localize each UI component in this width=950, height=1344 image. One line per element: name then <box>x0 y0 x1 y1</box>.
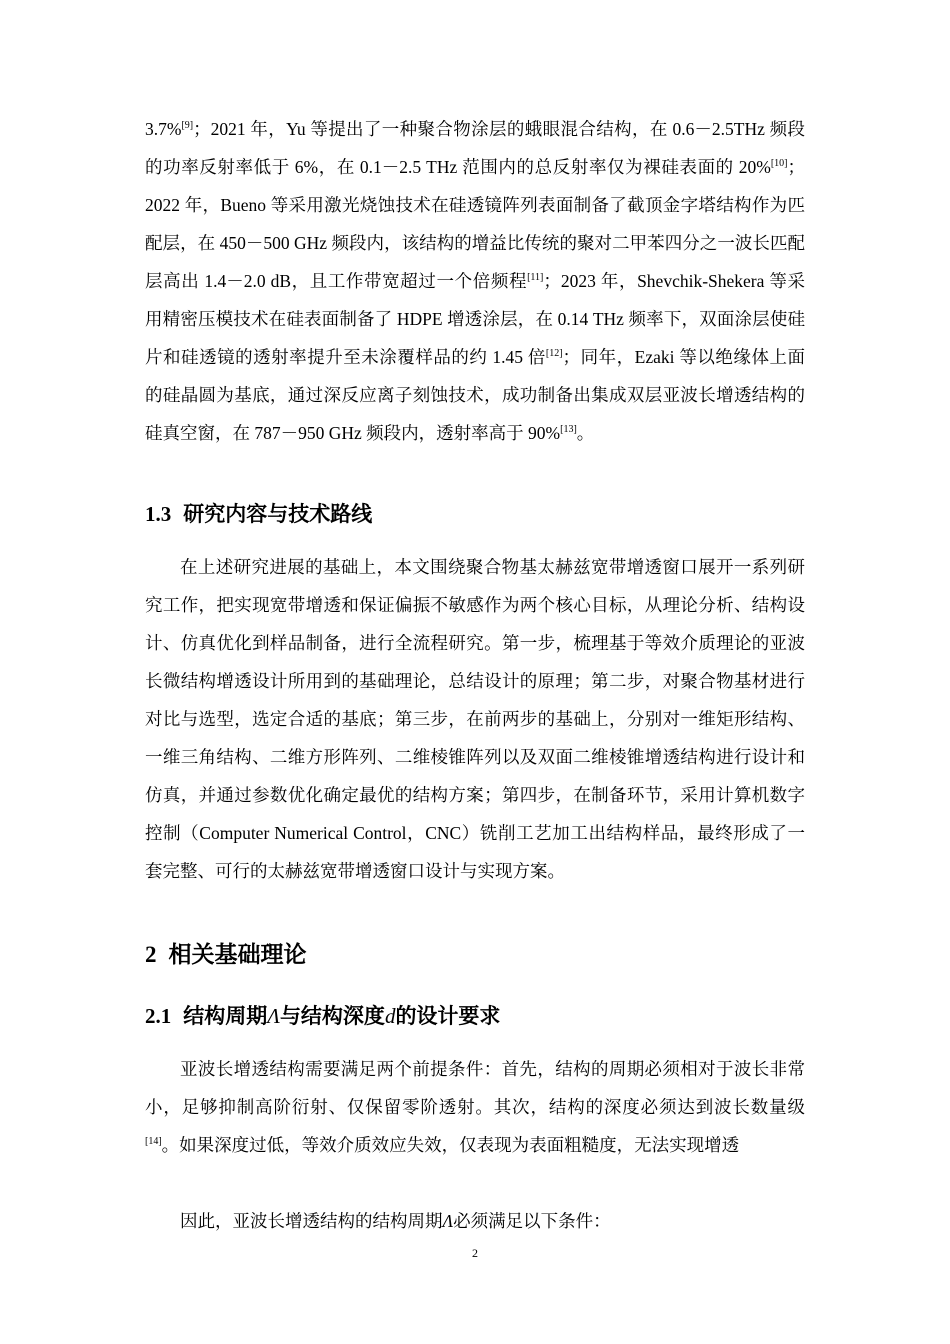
section-title-part: 与结构深度 <box>279 1004 385 1028</box>
chapter-title: 相关基础理论 <box>168 942 307 967</box>
text-run: ；2021 年，Yu 等提出了一种聚合物涂层的蛾眼混合结构，在 0.6－2.5THz 频段的功率反射率低于 6%，在 0.1－2.5 THz 范围内的总反射率仅为裸硅表面的 20% <box>145 119 805 177</box>
symbol-depth: d <box>384 1004 396 1028</box>
section-heading-1-3 <box>145 498 372 528</box>
section-heading-2-1 <box>145 1000 500 1030</box>
citation-ref[interactable]: [9] <box>181 120 194 131</box>
section-number: 1.3 <box>145 502 172 526</box>
chapter-heading-2 <box>145 936 307 969</box>
citation-ref[interactable]: [13] <box>560 424 577 435</box>
citation-ref[interactable]: [10] <box>770 158 788 169</box>
paragraph-research-content: 在上述研究进展的基础上，本文围绕聚合物基太赫兹宽带增透窗口展开一系列研究工作，把实现宽带增透和保证偏振不敏感作为两个核心目标，从理论分析、结构设计、仿真优化到样品制备，进行全流程研究。第一步，梳理基于等效介质理论的亚波长微结构增透设计所用到的基础理论，总结设计的原理；第二步，对聚合物基材进行对比与选型，选定合适的基底；第三步，在前两步的基础上，分别对一维矩形结构、一维三角结构、二维方形阵列、二维棱锥阵列以及双面二维棱锥增透结构进行设计和仿真，并通过参数优化确定最优的结构方案；第四步，在制备环节，采用计算机数字控制（Computer Numerical Control，CNC）铣削工艺加工出结构样品，最终形成了一套完整、可行的太赫兹宽带增透窗口设计与实现方案。 <box>145 557 805 881</box>
page-number: 2 <box>472 1246 478 1260</box>
text-run: 3.7% <box>145 119 182 139</box>
paragraph-literature-review <box>145 110 805 452</box>
citation-ref[interactable]: [14] <box>145 1136 162 1147</box>
text-run: 必须满足以下条件： <box>453 1211 611 1231</box>
symbol-period: Λ <box>267 1004 280 1028</box>
section-number: 2.1 <box>145 1004 172 1028</box>
text-run: 因此，亚波长增透结构的结构周期 <box>180 1211 443 1231</box>
paragraph-preconditions <box>145 1050 805 1164</box>
text-run: ；同年，Ezaki 等以绝缘体上面的硅晶圆为基底，通过深反应离子刻蚀技术，成功制备出集成双层亚波长增透结构的硅真空窗，在 787－950 GHz 频段内，透射率高于 90% <box>145 347 806 443</box>
text-run: 亚波长增透结构需要满足两个前提条件：首先，结构的周期必须相对于波长非常小，足够抑制高阶衍射、仅保留零阶透射。其次，结构的深度必须达到波长数量级 <box>145 1059 805 1117</box>
section-title: 研究内容与技术路线 <box>183 502 373 526</box>
section-title-part: 结构周期 <box>183 1004 268 1028</box>
section-title-part: 的设计要求 <box>395 1004 501 1028</box>
citation-ref[interactable]: [12] <box>545 348 563 359</box>
citation-ref[interactable]: [11] <box>527 272 544 283</box>
paragraph-period-condition <box>145 1202 805 1240</box>
text-run: 。 <box>576 423 595 443</box>
chapter-number: 2 <box>145 942 157 967</box>
symbol-period: Λ <box>442 1211 454 1231</box>
text-run: ；2022 年，Bueno 等采用激光烧蚀技术在硅透镜阵列表面制备了截顶金字塔结构作为匹配层，在 450－500 GHz 频段内，该结构的增益比传统的聚对二甲苯四分之一波长匹配层高出 1.4－2.0 dB，且工作带宽超过一个倍频程 <box>145 157 805 291</box>
text-run: ；2023 年，Shevchik-Shekera 等采用精密压模技术在硅表面制备了 HDPE 增透涂层，在 0.14 THz 频率下，双面涂层使硅片和硅透镜的透射率提升至未涂覆样品的约 1.45 倍 <box>145 271 805 367</box>
text-run: 。如果深度过低，等效介质效应失效，仅表现为表面粗糙度，无法实现增透 <box>161 1135 740 1155</box>
